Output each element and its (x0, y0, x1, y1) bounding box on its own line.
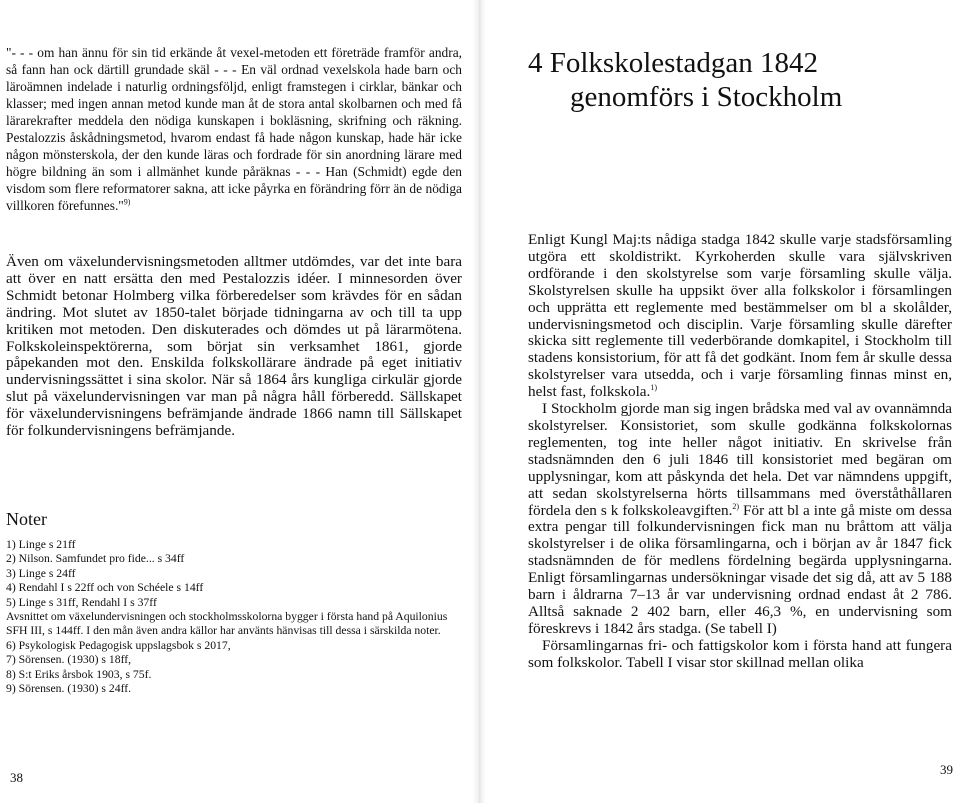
block-quote (6, 44, 462, 214)
book-gutter (472, 0, 486, 803)
note-item: 8) S:t Eriks årsbok 1903, s 75f. (6, 667, 152, 681)
note-item: 7) Sörensen. (1930) s 18ff, (6, 653, 132, 667)
footnote-ref-2: 2) (732, 501, 740, 511)
note-item: 1) Linge s 21ff (6, 538, 76, 551)
chapter-title-line-1: 4 Folkskolestadgan 1842 (528, 47, 818, 79)
footnote-ref-1: 1) (650, 383, 657, 393)
paragraph-2 (528, 401, 952, 638)
note-item: 4) Rendahl I s 22ff och von Schéele s 14ff (6, 581, 204, 595)
chapter-title-line-2: genomförs i Stockholm (570, 81, 843, 113)
paragraph-2-text-a: I Stockholm gjorde man sig ingen brådska med val av ovannämnda skolstyrelser. Konsistoriet, som skulle godkänna folkskolornas reglementen, tog inte heller något initiativ. En skrivelse från stadsnämnden den 6 juli 1846 till konsistoriet med begäran om upplysningar, kom att påskynda det hela. Det var nämndens uppgift, att sedan skolstyrelserna hörts tillsammans med överståthållaren fördela den s k folkskoleavgiften. (528, 400, 952, 519)
paragraph-3: Församlingarnas fri- och fattigskolor kom i första hand att fungera som folkskolor. Tabell I visar stor skillnad mellan olika (528, 636, 952, 671)
paragraph-2-text-b: För att bl a inte gå miste om dessa extra pengar till folkundervisningen fick man nu bråttom att välja skolstyrelser i de olika församlingarna, och i början av år 1847 fick stadsnämnden de för medlens fördelning begärda upplysningarna. Enligt församlingarnas undersökningar visade det sig då, att av 5 188 barn i åldrarna 7–13 år var undervisning ordnad endast åt 2 786. Alltså saknade 2 402 barn, eller 46,3 %, en undervisning som föreskrevs i 1842 års stadga. (Se tabell I) (528, 501, 952, 637)
note-item: 6) Psykologisk Pedagogisk uppslagsbok s 2017, (6, 638, 231, 652)
quote-text: "- - - om han ännu för sin tid erkände åt vexel-metoden ett företräde framför andra, så fann han ock därtill grundade skäl - - - En väl ordnad vexelskola hade barn och läroämnen indelade i naturlig ordningsföljd, enligt framstegen i cirklar, bänkar och klasser; med ingen annan metod kunde man åt de stora antal skolbarnen och med få lärarekrafter meddela den nödiga kunskapen i bokläsning, skrifning och räkning. Pestalozzis åskådningsmetod, hvarom endast få hade någon kunskap, hade här icke någon mönsterskola, der den kunde läras och fordrade för sin anordning lärare med högre bildning än som i allmänhet kunde påräknas - - - Han (Schmidt) egde den visdom som flere reformatorer sakna, att icke påyrka en förändring förr än de nödiga villkoren förefunnes." (6, 45, 462, 214)
paragraph-1-text: Enligt Kungl Maj:ts nådiga stadga 1842 skulle varje stadsförsamling utgöra ett skoldistrikt. Kyrkoherden skulle vara självskriven ordförande i den skolstyrelse som varje församling skulle välja. Skolstyrelsen skulle ha uppsikt över alla folkskolor i församlingen och upprätta ett reglemente med bestämmelser om bl a skolålder, undervisningsmetod och disciplin. Varje församling skulle därefter skicka sitt reglemente till vederbörande domkapitel, i Stockholm till stadens konsistorium, för att få det godkänt. Inom fem år skulle dessa skolstyrelser vara utsedda, och i varje församling finnas minst en, helst fast, folkskola. (528, 231, 952, 401)
note-item: Avsnittet om växelundervisningen och stockholmsskolorna bygger i första hand på Aquilonius SFH III, s 144ff. I den mån även andra källor har använts hänvisas till dessa i särskilda noter. (6, 610, 448, 638)
note-item: 9) Sörensen. (1930) s 24ff. (6, 682, 132, 696)
note-item: 2) Nilson. Samfundet pro fide... s 34ff (6, 552, 185, 566)
note-item: 5) Linge s 31ff, Rendahl I s 37ff (6, 595, 157, 609)
quote-footnote-ref: 9) (123, 197, 131, 207)
notes-heading: Noter (6, 509, 47, 529)
page-number-right: 39 (940, 762, 953, 777)
note-item: 3) Linge s 24ff (6, 566, 76, 580)
left-page (0, 0, 478, 803)
right-body (528, 232, 952, 672)
notes-list (6, 538, 466, 696)
page-number-left: 38 (10, 770, 23, 785)
left-body-paragraph: Även om växelundervisningsmetoden alltmer utdömdes, var det inte bara att över en natt ersätta den med Pestalozzis idéer. I minnesorden över Schmidt betonar Holmberg vilka förberedelser som krävdes för en sådan ändring. Mot slutet av 1850-talet började tidningarna av och till ta upp kritiken mot metoden. Den diskuterades och dömdes ut på lärarmötena. Folkskoleinspektörerna, som börjat sin verksamhet 1861, gjorde påpekanden mot den. Enskilda folkskollärare ändrade på eget initiativ undervisningssättet i sina skolor. När så 1864 års kungliga cirkulär gjorde slut på växelundervisningen var man på några håll förberedd. Sällskapet för växelundervisningens befrämjande ändrade 1866 namn till Sällskapet för folkundervisningens befrämjande. (6, 253, 462, 440)
chapter-title (528, 46, 948, 114)
paragraph-1 (528, 232, 952, 401)
